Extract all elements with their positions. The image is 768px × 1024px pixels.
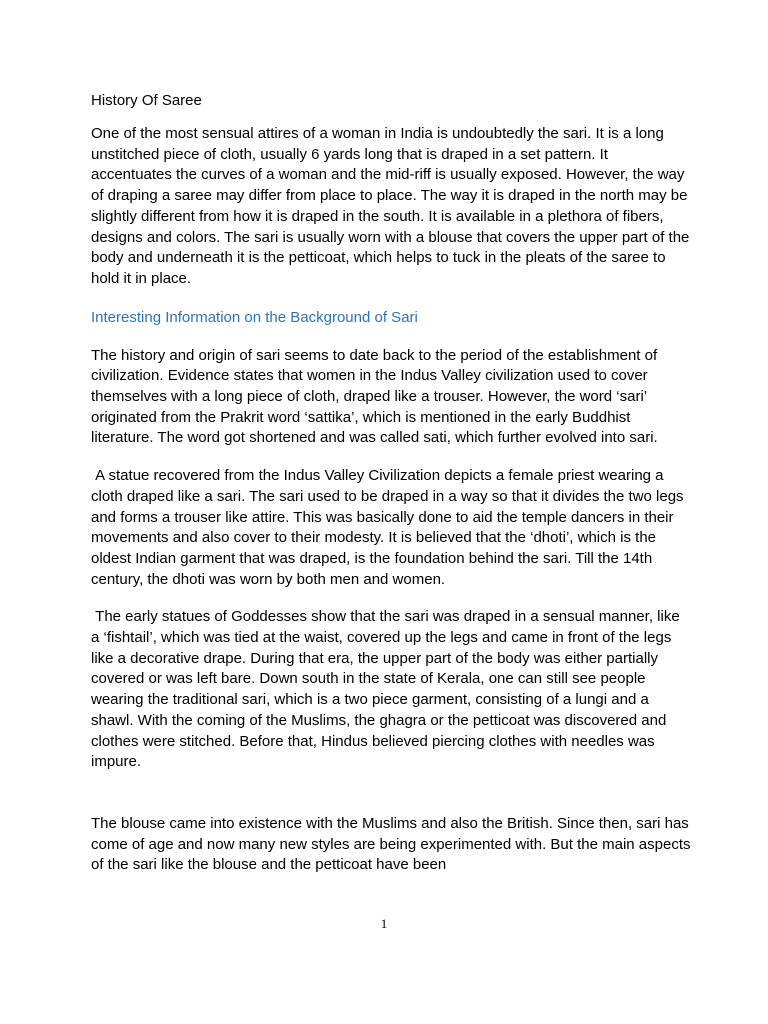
page-number: 1 — [380, 916, 388, 931]
paragraph-statue: A statue recovered from the Indus Valley Civilization depicts a female priest wearing a cloth draped like a sari. The sari used to be draped in a way so that it divides the two legs and forms a trouser like attire. This was basically done to aid the temple dancers in their movements and also cover to their modesty. It is believed that the ‘dhoti’, which is the oldest Indian garment that was draped, is the foundation behind the sari. Till the 14th century, the dhoti was worn by both men and women. — [91, 467, 688, 588]
document-body — [91, 90, 695, 893]
paragraph-intro: One of the most sensual attires of a woman in India is undoubtedly the sari. It is a long unstitched piece of cloth, usually 6 yards long that is draped in a set pattern. It accentuates the curves of a woman and the mid-riff is usually exposed. However, the way of draping a saree may differ from place to place. The way it is draped in the north may be slightly different from how it is draped in the south. It is available in a plethora of fibers, designs and colors. The sari is usually worn with a blouse that covers the upper part of the body and underneath it is the petticoat, which helps to tuck in the pleats of the saree to hold it in place. — [91, 125, 694, 287]
section-heading: Interesting Information on the Background of Sari — [91, 308, 418, 326]
document-title: History Of Saree — [91, 92, 202, 109]
paragraph-origin: The history and origin of sari seems to date back to the period of the establishment of civilization. Evidence states that women in the Indus Valley civilization used to cover themselves with a long piece of cloth, draped like a trouser. However, the word ‘sari’ originated from the Prakrit word ‘sattika’, which is mentioned in the early Buddhist literature. The word got shortened and was called sati, which further evolved into sari. — [91, 346, 662, 447]
paragraph-goddesses: The early statues of Goddesses show that the sari was draped in a sensual manner, like a ‘fishtail’, which was tied at the waist, covered up the legs and came in front of the legs like a decorative drape. During that era, the upper part of the body was either partially covered or was left bare. Down south in the state of Kerala, one can still see people wearing the traditional sari, which is a two piece garment, consisting of a lungi and a shawl. With the coming of the Muslims, the ghagra or the petticoat was discovered and clothes were stitched. Before that, Hindus believed piercing clothes with needles was impure. — [91, 608, 684, 771]
paragraph-blouse: The blouse came into existence with the Muslims and also the British. Since then, sari has come of age and now many new styles are being experimented with. But the main aspects of the sari like the blouse and the petticoat have been — [91, 814, 695, 874]
